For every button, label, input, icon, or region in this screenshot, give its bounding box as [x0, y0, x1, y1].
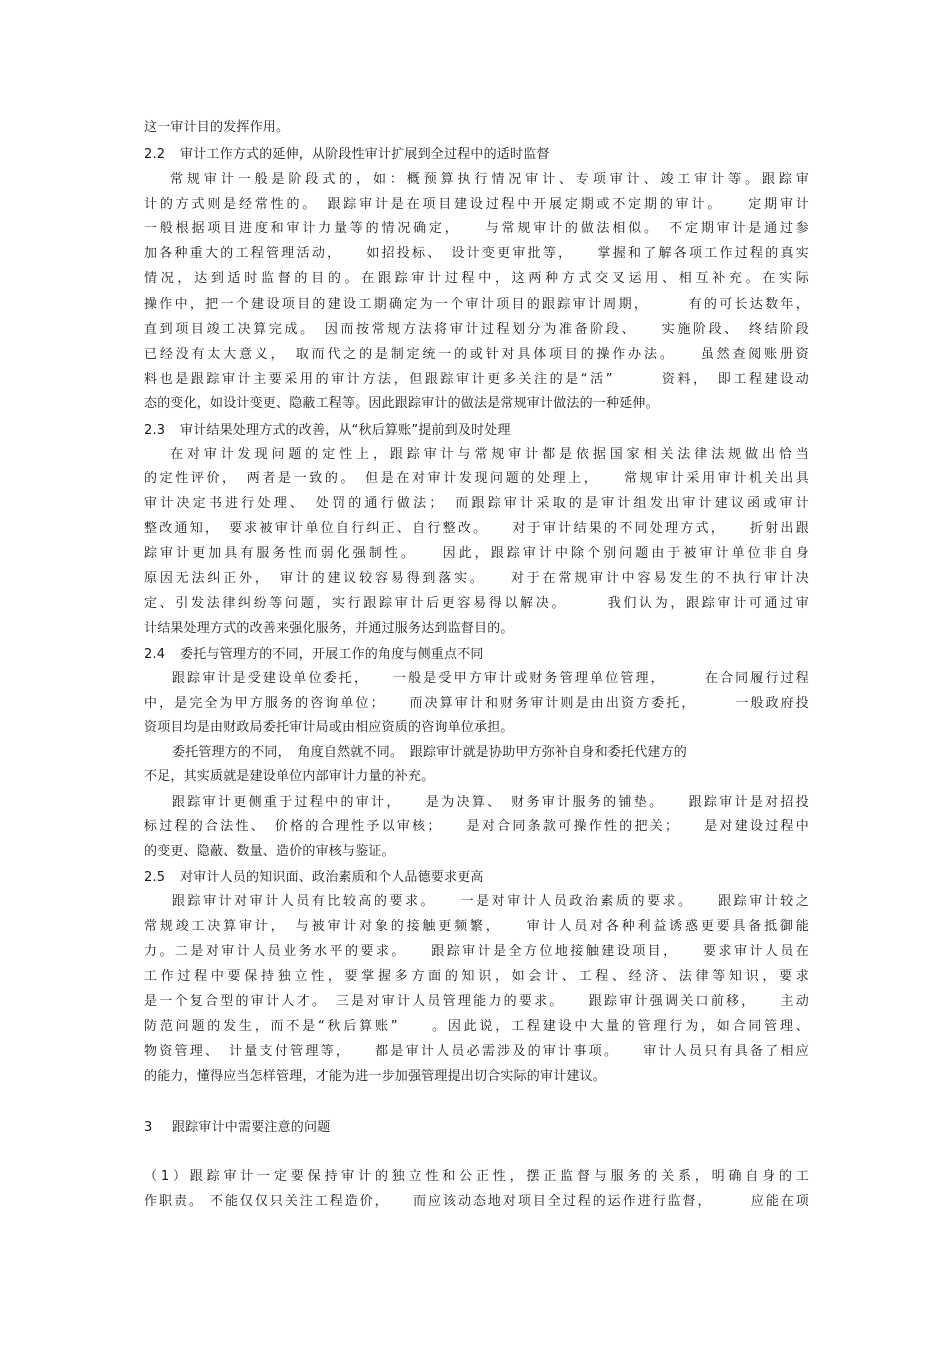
text-line: 态的变化，如设计变更、隐蔽工程等。因此跟踪审计的做法是常规审计做法的一种延伸。	[144, 396, 659, 411]
text-line: 标过程的合法性、 价格的合理性予以审核； 是对合同条款可操作性的把关； 是对建设过程中	[144, 819, 809, 834]
text-line: 物资管理、 计量支付管理等， 都是审计人员必需涉及的审计事项。 审计人员只有具备了相应	[144, 1044, 809, 1059]
text-line: 踪审计更加具有服务性而弱化强制性。 因此，跟踪审计中除个别问题由于被审计单位非自身	[144, 546, 809, 561]
section-heading-2-4	[144, 646, 484, 664]
text-line: 原因无法纠正外， 审计的建议较容易得到落实。 对于在常规审计中容易发生的不执行审计决	[144, 571, 809, 586]
text-line: 是一个复合型的审计人才。 三是对审计人员管理能力的要求。 跟踪审计强调关口前移， 主动	[144, 994, 809, 1009]
section-heading-2-3	[144, 422, 511, 440]
text-line: 不足，其实质就是建设单位内部审计力量的补充。	[144, 769, 435, 784]
section-number: 3	[144, 1120, 153, 1135]
section-heading-2-5	[144, 869, 484, 887]
text-line: 的变更、隐蔽、数量、造价的审核与鉴证。	[144, 844, 395, 859]
section-heading-3	[144, 1119, 330, 1137]
text-line: 跟踪审计对审计人员有比较高的要求。 一是对审计人员政治素质的要求。 跟踪审计较之	[172, 894, 809, 909]
section-number: 2.5	[144, 870, 166, 885]
text-line: 这一审计目的发挥作用。	[144, 120, 290, 135]
text-line: 加各种重大的工程管理活动， 如招投标、 设计变更审批等， 掌握和了解各项工作过程的真实	[144, 246, 809, 261]
text-line: 防范问题的发生，而不是“秋后算账” 。因此说，工程建设中大量的管理行为，如合同管理、	[144, 1019, 809, 1034]
text-line: 操作中，把一个建设项目的建设工期确定为一个审计项目的跟踪审计周期， 有的可长达数年，	[144, 297, 809, 312]
section-title: 对审计人员的知识面、政治素质和个人品德要求更高	[180, 870, 484, 885]
text-line: 常规审计一般是阶段式的，如：概预算执行情况审计、专项审计、竣工审计等。跟踪审	[170, 172, 809, 187]
text-line: 计的方式则是经常性的。 跟踪审计是在项目建设过程中开展定期或不定期的审计。 定期审计	[144, 197, 809, 212]
text-line: 计结果处理方式的改善来强化服务，并通过服务达到监督目的。	[144, 621, 514, 636]
text-line: 整改通知， 要求被审计单位自行纠正、自行整改。 对于审计结果的不同处理方式， 折射出跟	[144, 521, 809, 536]
section-title: 审计结果处理方式的改善，从“秋后算账”提前到及时处理	[180, 423, 511, 438]
text-line: 中，是完全为甲方服务的咨询单位； 而决算审计和财务审计则是由出资方委托， 一般政府投	[144, 696, 809, 711]
text-line: 跟踪审计更侧重于过程中的审计， 是为决算、 财务审计服务的铺垫。 跟踪审计是对招投	[172, 795, 809, 810]
text-line: 工作过程中要保持独立性，要掌握多方面的知识，如会计、工程、经济、法律等知识，要求	[144, 969, 809, 984]
text-line: 定、引发法律纠纷等问题，实行跟踪审计后更容易得以解决。 我们认为，跟踪审计可通过审	[144, 596, 809, 611]
text-line: 情况，达到适时监督的目的。在跟踪审计过程中，这两种方式交叉运用、相互补充。在实际	[144, 271, 809, 286]
text-line: 一般根据项目进度和审计力量等的情况确定， 与常规审计的做法相似。 不定期审计是通过参	[144, 221, 809, 236]
text-line: 的能力，懂得应当怎样管理，才能为进一步加强管理提出切合实际的审计建议。	[144, 1069, 607, 1084]
text-line: 的定性评价， 两者是一致的。 但是在对审计发现问题的处理上， 常规审计采用审计机关出具	[144, 471, 809, 486]
text-line: 在对审计发现问题的定性上，跟踪审计与常规审计都是依据国家相关法律法规做出恰当	[170, 447, 809, 462]
section-number: 2.2	[144, 147, 166, 162]
text-line: 跟踪审计是受建设单位委托， 一般是受甲方审计或财务管理单位管理， 在合同履行过程	[172, 671, 809, 686]
text-line: 资项目均是由财政局委托审计局或由相应资质的咨询单位承担。	[144, 720, 514, 735]
text-line: （1）跟踪审计一定要保持审计的独立性和公正性，摆正监督与服务的关系，明确自身的工	[144, 1169, 809, 1184]
text-line: 料也是跟踪审计主要采用的审计方法，但跟踪审计更多关注的是“活” 资料， 即工程建设动	[144, 372, 809, 387]
text-line: 审计决定书进行处理、 处罚的通行做法； 而跟踪审计采取的是审计组发出审计建议函或审计	[144, 496, 809, 511]
section-title: 跟踪审计中需要注意的问题	[172, 1120, 331, 1135]
text-line: 直到项目竣工决算完成。 因而按常规方法将审计过程划分为准备阶段、 实施阶段、 终结阶段	[144, 322, 809, 337]
section-title: 审计工作方式的延伸，从阶段性审计扩展到全过程中的适时监督	[180, 147, 550, 162]
text-line: 常规竣工决算审计， 与被审计对象的接触更频繁， 审计人员对各种利益诱惑更要具备抵御能	[144, 919, 809, 934]
text-line: 已经没有太大意义， 取而代之的是制定统一的或针对具体项目的操作办法。 虽然查阅账册资	[144, 347, 809, 362]
text-line: 力。二是对审计人员业务水平的要求。 跟踪审计是全方位地接触建设项目， 要求审计人员在	[144, 944, 809, 959]
section-number: 2.3	[144, 423, 166, 438]
section-number: 2.4	[144, 647, 166, 662]
text-line: 作职责。 不能仅仅只关注工程造价， 而应该动态地对项目全过程的运作进行监督， 应能在项	[144, 1194, 809, 1209]
text-line: 委托管理方的不同， 角度自然就不同。 跟踪审计就是协助甲方弥补自身和委托代建方的	[172, 745, 688, 760]
section-heading-2-2	[144, 146, 550, 164]
section-title: 委托与管理方的不同，开展工作的角度与侧重点不同	[180, 647, 484, 662]
